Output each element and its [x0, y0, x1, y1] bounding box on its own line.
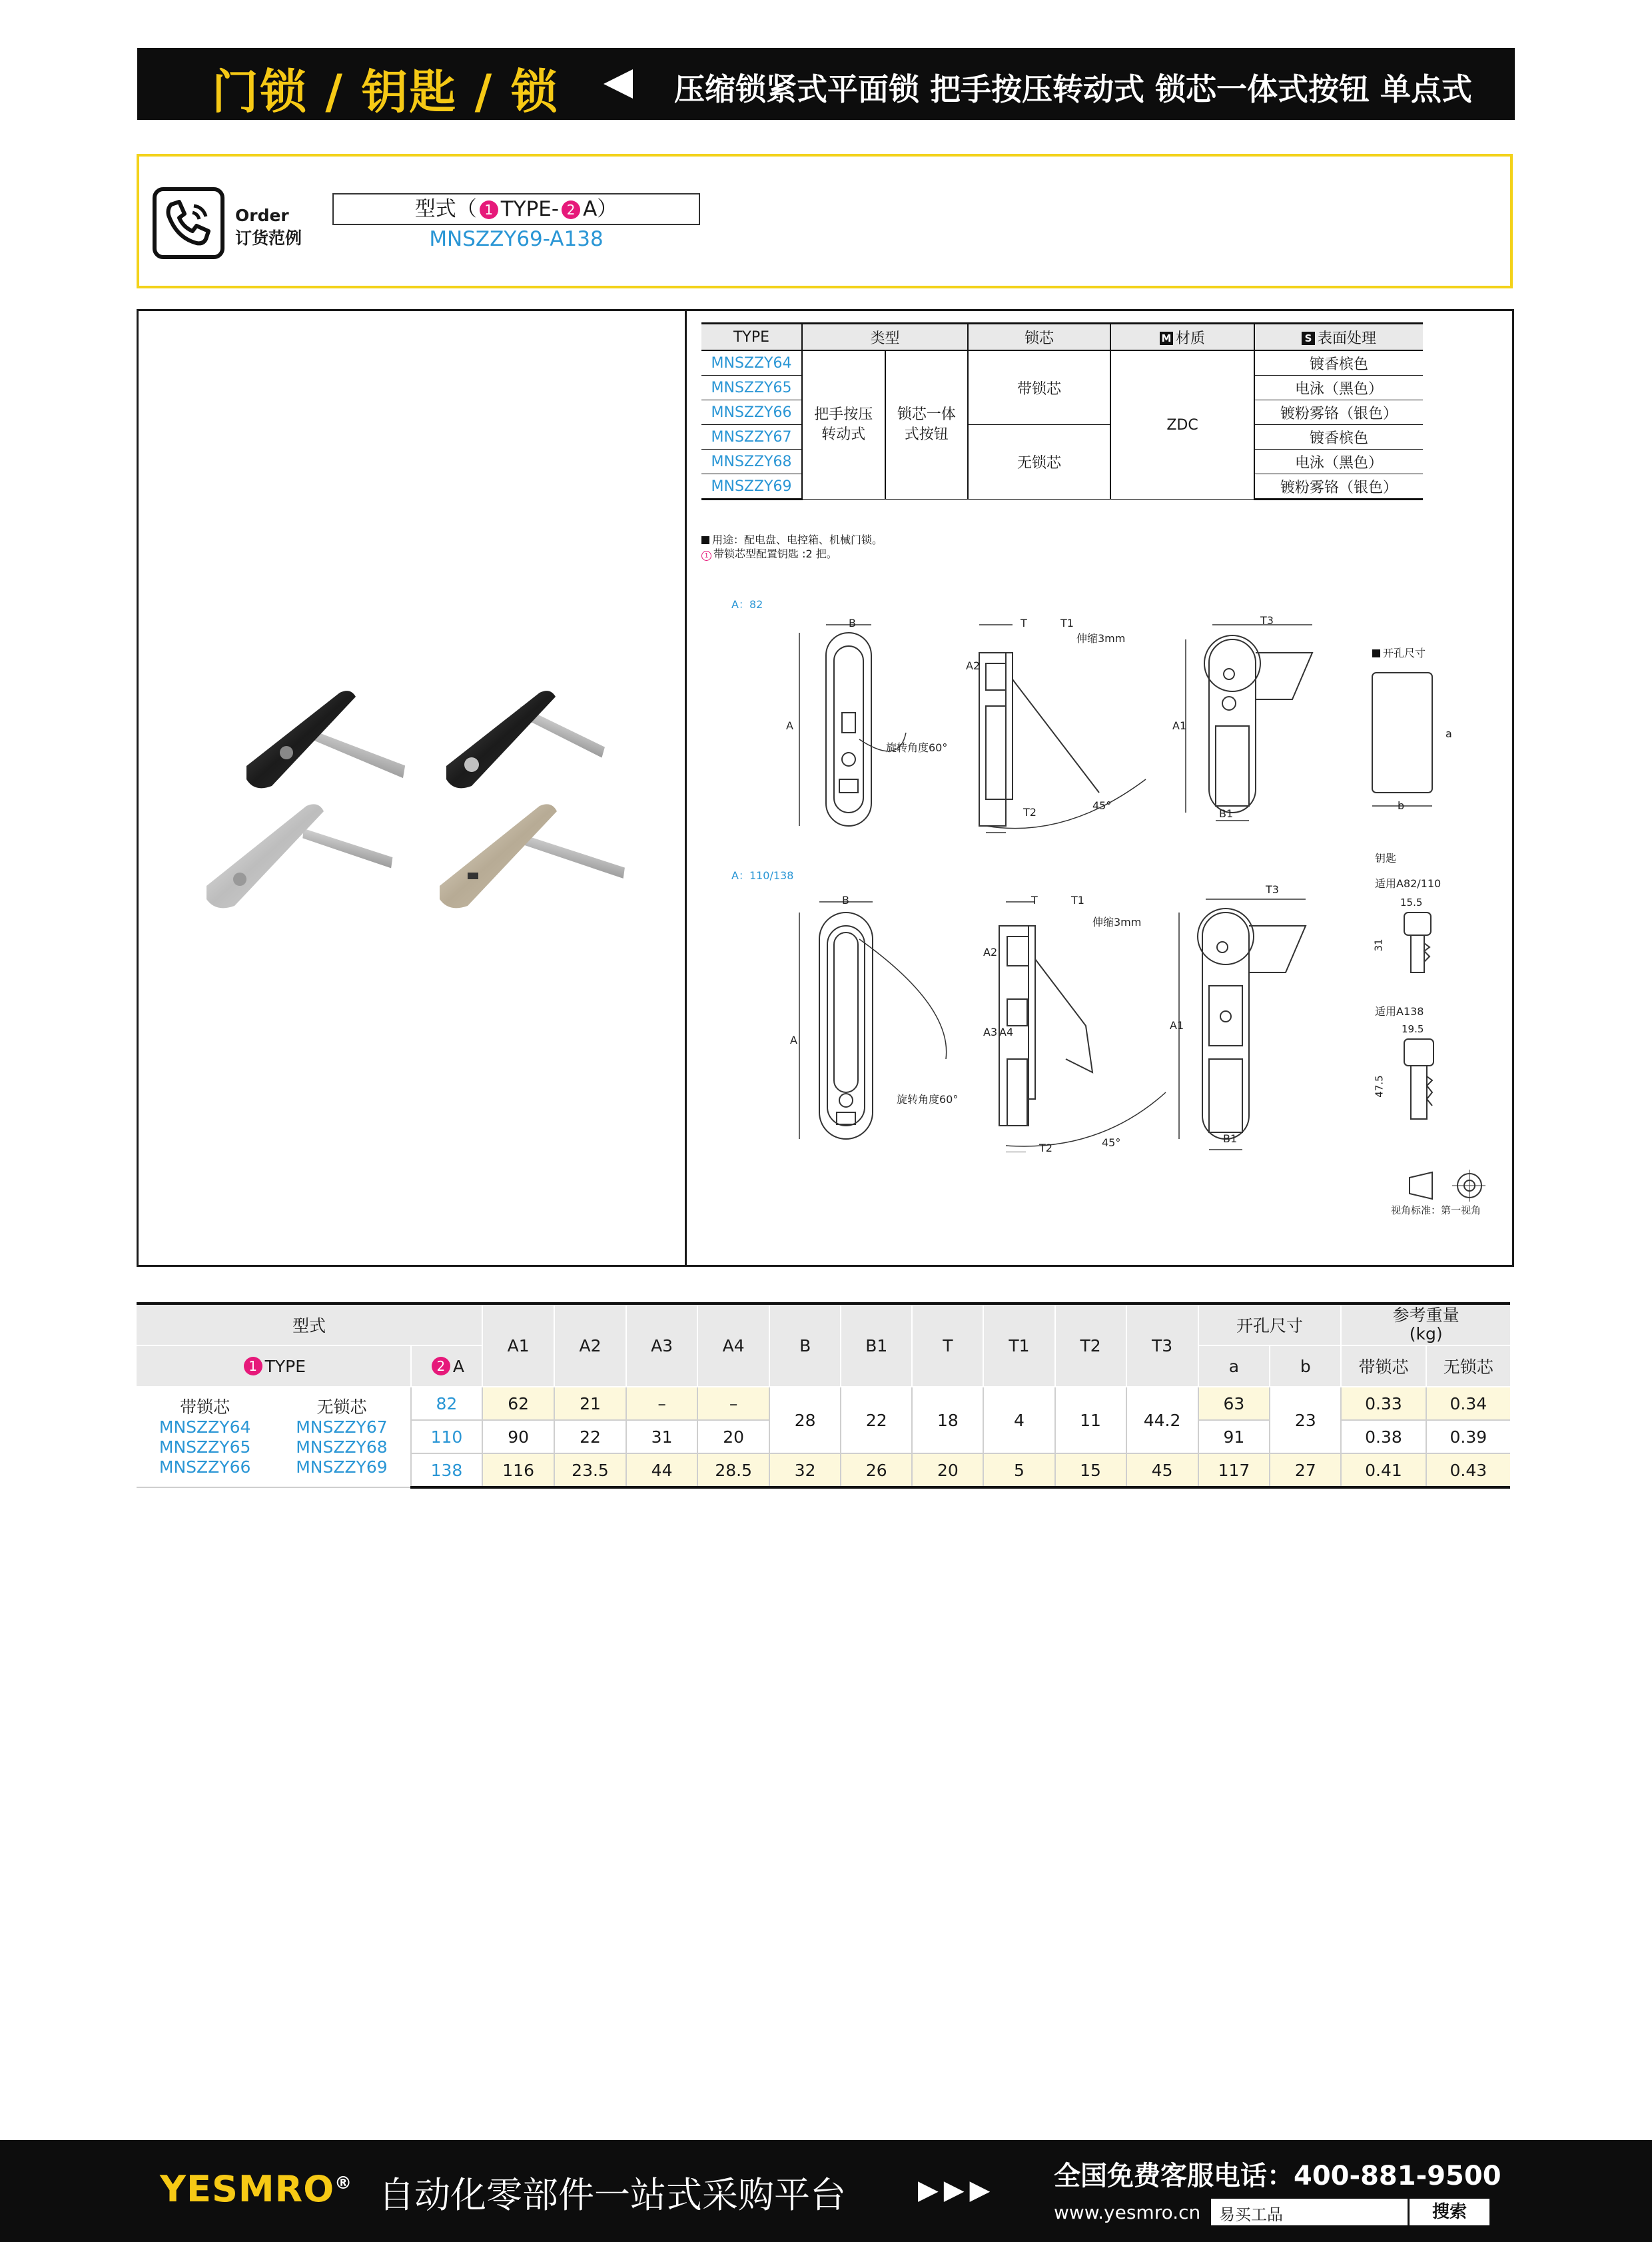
cell-b: 32: [769, 1453, 841, 1487]
handle-champagne: [440, 804, 627, 908]
spec-h-surface-text: 表面处理: [1317, 330, 1376, 347]
page-header: [137, 48, 1515, 120]
type-code: MNSZZY67: [296, 1417, 388, 1437]
spec-row: [701, 350, 1423, 376]
dim-label-A4: A4: [999, 1026, 1014, 1038]
cell-a: 138: [411, 1453, 483, 1487]
spec-h-material-text: 材质: [1175, 330, 1205, 347]
spec-core-with: 带锁芯: [968, 350, 1110, 425]
key2-applicability: [1375, 1003, 1424, 1018]
dim-label-stroke: 伸缩3mm: [1076, 632, 1126, 645]
dim-label-rotate: 旋转角度60°: [897, 1093, 959, 1106]
cell-b1: 26: [841, 1453, 912, 1487]
key2-icon: [1400, 1036, 1440, 1123]
cell-a2: 22: [554, 1420, 626, 1453]
spec-type: MNSZZY68: [701, 450, 802, 474]
dims-h-cutout: 开孔尺寸: [1198, 1304, 1342, 1345]
search-button[interactable]: 搜索: [1408, 2199, 1489, 2225]
spec-surface: 镀粉雾铬（银色）: [1254, 474, 1423, 500]
cell-a2: 21: [554, 1387, 626, 1420]
cell-cut-b: 23: [1270, 1387, 1341, 1453]
cell-w-without: 0.39: [1426, 1420, 1510, 1453]
panel-divider: [685, 310, 687, 1266]
spec-surface: 镀香槟色: [1254, 350, 1423, 376]
dim-label-A2: A2: [966, 659, 981, 672]
cell-t3: 44.2: [1126, 1387, 1198, 1453]
handle-silver: [206, 804, 395, 908]
category-title: 门锁 / 钥匙 / 锁: [212, 65, 559, 119]
spec-material: ZDC: [1110, 350, 1254, 500]
triple-arrow-icon: ▶▶▶: [918, 2175, 996, 2205]
website-link[interactable]: www.yesmro.cn: [1054, 2201, 1201, 2223]
dims-header-row-1: [137, 1304, 1510, 1345]
dim-label-T: T: [1021, 617, 1027, 629]
key2-for-text: 适用A138: [1375, 1005, 1424, 1018]
without-core-types: [273, 1387, 410, 1487]
drawing-view-110-138: [786, 886, 1319, 1152]
note-keys: [701, 547, 883, 561]
spec-table: [701, 322, 1423, 500]
number-badge-1: 1: [480, 200, 498, 219]
format-a: A）: [583, 197, 618, 221]
spec-type: MNSZZY64: [701, 350, 802, 376]
dim-label-angle: 45°: [1092, 799, 1112, 812]
cell-a1: 116: [482, 1453, 554, 1487]
square-bullet-icon: [1372, 649, 1380, 657]
phone-icon: [153, 187, 224, 259]
cell-a4: –: [697, 1387, 769, 1420]
hotline: 全国免费客服电话：400-881-9500: [1054, 2161, 1501, 2191]
cell-cut-a: 91: [1198, 1420, 1270, 1453]
with-core-types: [137, 1387, 273, 1487]
handle-black-2: [446, 691, 607, 788]
cell-cut-a: 63: [1198, 1387, 1270, 1420]
dims-h-model: 型式: [137, 1304, 482, 1345]
type-code: MNSZZY68: [296, 1437, 388, 1457]
cutout-title: [1372, 645, 1426, 660]
type-code: MNSZZY66: [159, 1457, 251, 1477]
dim-label-B1: B1: [1223, 1132, 1238, 1145]
key1-for-text: 适用A82/110: [1375, 877, 1442, 890]
order-example-box: [137, 154, 1513, 288]
cell-w-with: 0.41: [1341, 1453, 1426, 1487]
cell-a1: 90: [482, 1420, 554, 1453]
key-title: 钥匙: [1375, 852, 1397, 865]
spec-h-material: [1110, 324, 1254, 351]
cell-a3: –: [626, 1387, 697, 1420]
number-badge-1: 1: [244, 1357, 262, 1375]
order-label: [235, 204, 302, 250]
dims-h-a: [411, 1345, 483, 1387]
cell-a1: 62: [482, 1387, 554, 1420]
cell-w-with: 0.38: [1341, 1420, 1426, 1453]
view2-title: A：110/138: [731, 869, 794, 882]
type-code: MNSZZY65: [159, 1437, 251, 1457]
dims-h-w-with: 带锁芯: [1341, 1345, 1426, 1387]
cell-t1: 5: [983, 1453, 1054, 1487]
cell-t1: 4: [983, 1387, 1054, 1453]
spec-surface: 电泳（黑色）: [1254, 450, 1423, 474]
order-label-cn: 订货范例: [235, 228, 302, 248]
key1-width: 15.5: [1400, 897, 1423, 909]
cell-a: 110: [411, 1420, 483, 1453]
square-bullet-icon: [701, 536, 709, 544]
dims-h-col: A2: [554, 1304, 626, 1387]
dims-h-col: T2: [1055, 1304, 1126, 1387]
dim-label-stroke: 伸缩3mm: [1092, 916, 1142, 929]
with-core-label: 带锁芯: [180, 1397, 230, 1417]
spec-type: MNSZZY69: [701, 474, 802, 500]
left-arrow-icon: [604, 69, 633, 99]
dim-label-B: B: [842, 894, 849, 907]
key2-width: 19.5: [1402, 1023, 1424, 1035]
cell-a4: 28.5: [697, 1453, 769, 1487]
cutout-title-text: 开孔尺寸: [1383, 647, 1426, 659]
dim-label-T1: T1: [1071, 894, 1084, 907]
spec-surface: 电泳（黑色）: [1254, 376, 1423, 400]
cell-a3: 44: [626, 1453, 697, 1487]
dim-label-T: T: [1031, 894, 1038, 907]
spec-type: MNSZZY67: [701, 425, 802, 450]
cutout-label-b: b: [1398, 799, 1405, 812]
dim-label-B: B: [849, 617, 856, 629]
cell-a: 82: [411, 1387, 483, 1420]
cell-cut-b: 27: [1270, 1453, 1341, 1487]
cell-t2: 11: [1055, 1387, 1126, 1453]
dims-h-col: B: [769, 1304, 841, 1387]
dims-h-weight: 参考重量 (kg): [1341, 1304, 1510, 1345]
surface-badge: S: [1302, 332, 1315, 345]
cell-t: 18: [912, 1387, 983, 1453]
dims-h-col: A3: [626, 1304, 697, 1387]
spec-surface: 镀粉雾铬（银色）: [1254, 400, 1423, 425]
product-photo: [193, 673, 646, 919]
dim-label-B1: B1: [1219, 807, 1234, 820]
number-badge-2: 2: [562, 200, 580, 219]
spec-surface: 镀香槟色: [1254, 425, 1423, 450]
dim-label-T1: T1: [1060, 617, 1074, 629]
key1-applicability: [1375, 875, 1441, 891]
order-label-en: Order: [235, 206, 289, 225]
cell-a3: 31: [626, 1420, 697, 1453]
search-box[interactable]: [1211, 2199, 1489, 2225]
dim-label-A2: A2: [983, 946, 998, 958]
dim-label-T2: T2: [1023, 806, 1036, 819]
cell-t: 20: [912, 1453, 983, 1487]
spec-type: MNSZZY66: [701, 400, 802, 425]
dim-label-A1: A1: [1172, 719, 1187, 732]
spec-h-core: 锁芯: [968, 324, 1110, 351]
dims-h-type-text: TYPE: [264, 1356, 306, 1376]
cell-b: 28: [769, 1387, 841, 1453]
type-code: MNSZZY69: [296, 1457, 388, 1477]
key1-height: 31: [1372, 938, 1385, 952]
dim-label-A: A: [786, 719, 793, 732]
footer-slogan: 自动化零部件一站式采购平台: [378, 2174, 846, 2216]
cell-w-without: 0.34: [1426, 1387, 1510, 1420]
dims-h-a-text: A: [452, 1356, 464, 1376]
spec-header-row: [701, 324, 1423, 351]
dims-h-type: [137, 1345, 411, 1387]
spec-lock-style: 锁芯一体 式按钮: [885, 350, 969, 500]
drawing-view-82: [786, 613, 1439, 839]
cell-b1: 22: [841, 1387, 912, 1453]
spec-h-type: TYPE: [701, 324, 802, 351]
spec-type: MNSZZY65: [701, 376, 802, 400]
order-format: [332, 193, 700, 225]
search-input[interactable]: 易买工品: [1219, 2205, 1283, 2224]
cell-w-with: 0.33: [1341, 1387, 1426, 1420]
notes: [701, 533, 883, 561]
view1-title: A：82: [731, 598, 763, 611]
type-code: MNSZZY64: [159, 1417, 251, 1437]
dims-h-col: B1: [841, 1304, 912, 1387]
dims-h-cut-a: a: [1198, 1345, 1270, 1387]
dim-label-T3: T3: [1260, 614, 1274, 627]
dim-label-A3: A3: [983, 1026, 998, 1038]
page-footer: [0, 2140, 1652, 2242]
circled-one-icon: 1: [701, 551, 711, 561]
dim-label-T2: T2: [1039, 1142, 1052, 1154]
cell-a4: 20: [697, 1420, 769, 1453]
cell-t3: 45: [1126, 1453, 1198, 1487]
dims-h-col: A1: [482, 1304, 554, 1387]
handle-black-1: [246, 691, 408, 788]
key1-icon: [1399, 910, 1439, 976]
spec-h-category: 类型: [802, 324, 968, 351]
dim-label-angle: 45°: [1102, 1136, 1121, 1149]
projection-label: 视角标准：第一视角: [1391, 1204, 1481, 1216]
cell-cut-a: 117: [1198, 1453, 1270, 1487]
dims-h-col: T: [912, 1304, 983, 1387]
format-type: TYPE-: [500, 197, 560, 221]
cell-a2: 23.5: [554, 1453, 626, 1487]
note-keys-text: 带锁芯型配置钥匙 :2 把。: [713, 548, 837, 560]
brand-logo-text: YESMRO: [160, 2168, 335, 2210]
cutout-label-a: a: [1446, 727, 1452, 740]
without-core-label: 无锁芯: [316, 1397, 367, 1417]
cell-w-without: 0.43: [1426, 1453, 1510, 1487]
dim-label-rotate: 旋转角度60°: [886, 741, 948, 754]
dim-label-A1: A1: [1170, 1019, 1184, 1032]
brand-logo[interactable]: [160, 2168, 352, 2210]
product-title: 压缩锁紧式平面锁 把手按压转动式 锁芯一体式按钮 单点式: [674, 71, 1473, 107]
spec-core-without: 无锁芯: [968, 425, 1110, 500]
cell-t2: 15: [1055, 1453, 1126, 1487]
key2-height: 47.5: [1373, 1075, 1386, 1098]
dims-h-cut-b: b: [1270, 1345, 1341, 1387]
dim-label-A: A: [790, 1034, 797, 1046]
number-badge-2: 2: [432, 1357, 450, 1375]
dim-label-T3: T3: [1266, 883, 1279, 896]
spec-h-surface: [1254, 324, 1423, 351]
note-usage: [701, 533, 883, 547]
note-usage-text: 用途：配电盘、电控箱、机械门锁。: [712, 534, 883, 546]
material-badge: M: [1160, 332, 1173, 345]
dimension-table: [137, 1302, 1510, 1489]
dims-h-col: T3: [1126, 1304, 1198, 1387]
dims-h-col: T1: [983, 1304, 1054, 1387]
projection-symbol-icon: [1406, 1170, 1485, 1203]
order-example-code: MNSZZY69-A138: [429, 227, 604, 251]
spec-category: 把手按压 转动式: [802, 350, 885, 500]
format-prefix: 型式（: [414, 197, 477, 221]
dims-h-w-without: 无锁芯: [1426, 1345, 1510, 1387]
registered-mark: ®: [334, 2173, 353, 2193]
dims-h-col: A4: [697, 1304, 769, 1387]
dims-row: [137, 1387, 1510, 1420]
